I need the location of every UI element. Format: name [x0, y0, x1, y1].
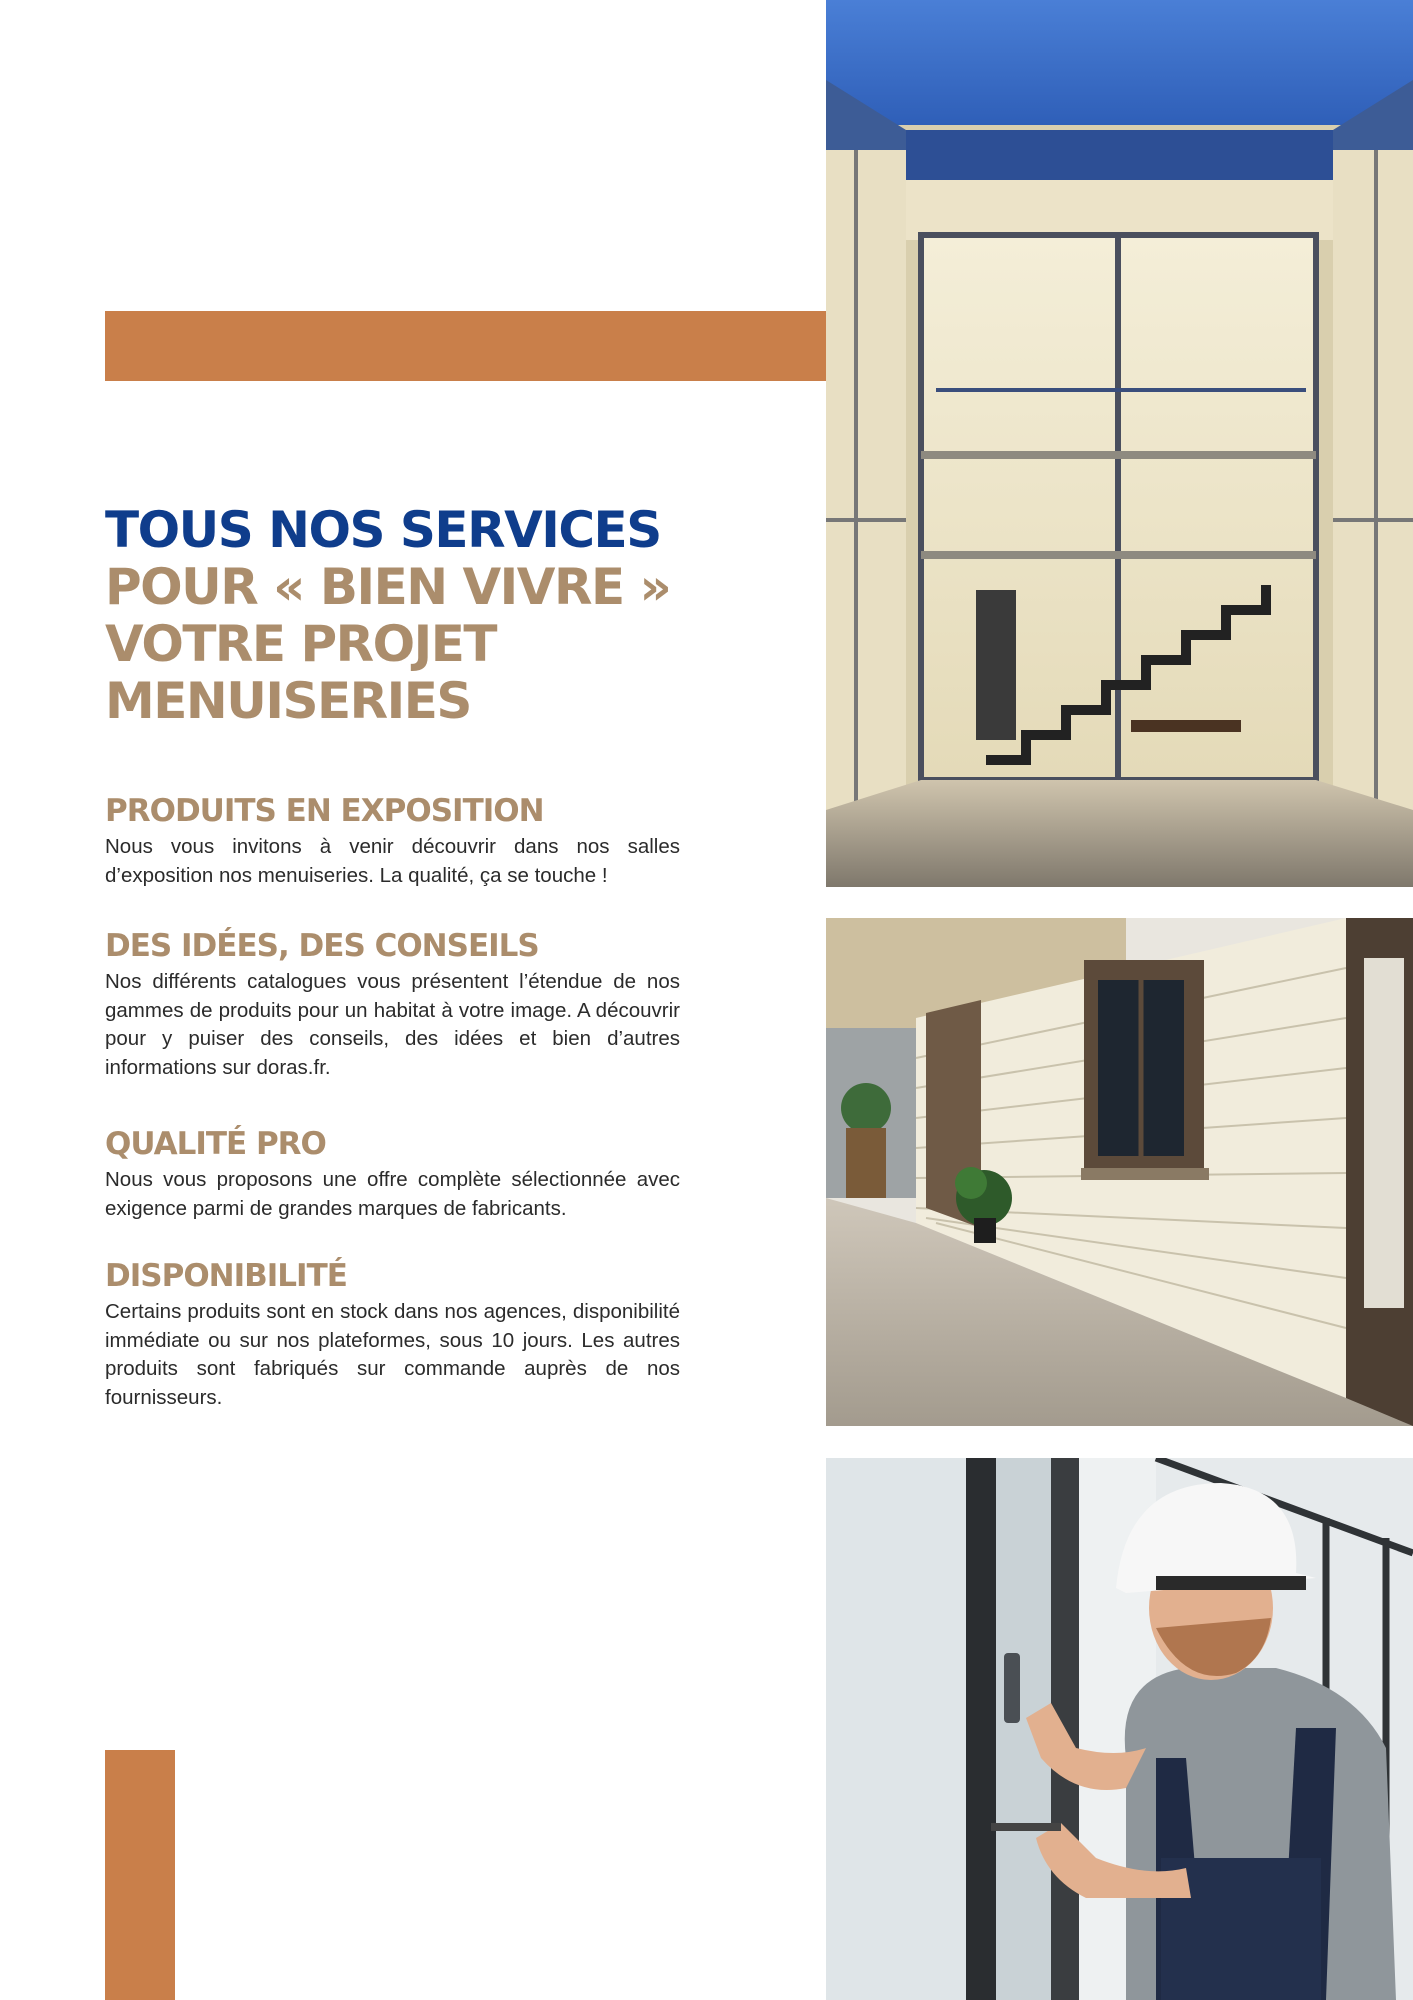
section-disponibilite	[105, 1258, 680, 1412]
photo-worker-installing-window	[826, 1458, 1413, 2000]
photo-glass-house	[826, 0, 1413, 887]
section-qualite-pro	[105, 1126, 680, 1223]
section-title: DISPONIBILITÉ	[105, 1258, 347, 1294]
section-body: Nous vous invitons à venir découvrir dans nos salles d’exposition nos menuiseries. La qualité, ça se touche !	[105, 835, 680, 887]
section-produits-en-exposition	[105, 793, 680, 890]
section-title: DES IDÉES, DES CONSEILS	[105, 928, 539, 964]
accent-bar-top	[105, 311, 911, 381]
section-body: Nous vous proposons une offre complète sélectionnée avec exigence parmi de grandes marques de fabricants.	[105, 1168, 680, 1220]
section-body: Certains produits sont en stock dans nos agences, disponibilité immédiate ou sur nos plateformes, sous 10 jours. Les autres produits sont fabriqués sur commande auprès de nos fournisseurs.	[105, 1300, 680, 1409]
accent-bar-bottom	[105, 1750, 175, 2000]
section-body: Nos différents catalogues vous présentent l’étendue de nos gammes de produits pour un habitat à votre image. A découvrir pour y puiser des conseils, des idées et bien d’autres informations sur doras.fr.	[105, 970, 680, 1079]
section-title: PRODUITS EN EXPOSITION	[105, 793, 544, 829]
headline-line-1: TOUS NOS SERVICES	[105, 501, 661, 559]
page-headline	[105, 502, 725, 730]
section-des-idees-des-conseils	[105, 928, 680, 1082]
section-title: QUALITÉ PRO	[105, 1126, 326, 1162]
headline-line-4: MENUISERIES	[105, 672, 471, 730]
headline-line-3: VOTRE PROJET	[105, 615, 497, 673]
headline-line-2: POUR « BIEN VIVRE »	[105, 558, 671, 616]
photo-showroom-window	[826, 918, 1413, 1426]
